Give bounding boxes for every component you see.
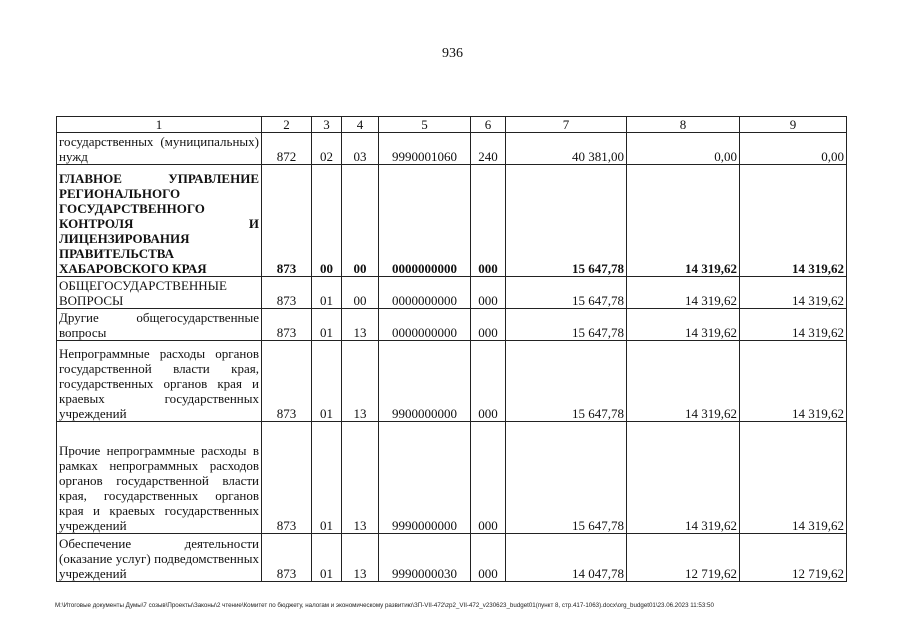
row-name: Обеспечение деятельности (оказание услуг) подведомственных учреждений <box>57 534 262 582</box>
cell-section: 00 <box>312 165 342 277</box>
cell-expense-type: 000 <box>471 165 506 277</box>
cell-expense-type: 240 <box>471 133 506 165</box>
cell-subsection: 13 <box>342 534 379 582</box>
row-name: ОБЩЕГОСУДАРСТВЕННЫЕ ВОПРОСЫ <box>57 277 262 309</box>
table-row <box>57 341 847 422</box>
header-cell: 3 <box>312 117 342 133</box>
header-row <box>57 117 847 133</box>
header-cell: 8 <box>627 117 740 133</box>
cell-amount-8: 14 319,62 <box>627 309 740 341</box>
row-name: ГЛАВНОЕ УПРАВЛЕНИЕ РЕГИОНАЛЬНОГО ГОСУДАРСТВЕННОГО КОНТРОЛЯ И ЛИЦЕНЗИРОВАНИЯ ПРАВИТЕЛЬСТВА ХАБАРОВСКОГО КРАЯ <box>57 165 262 277</box>
cell-expense-type: 000 <box>471 277 506 309</box>
cell-amount-8: 14 319,62 <box>627 165 740 277</box>
header-cell: 9 <box>740 117 847 133</box>
cell-amount-7: 15 647,78 <box>506 165 627 277</box>
cell-amount-9: 14 319,62 <box>740 422 847 534</box>
row-name: Другие общегосударственные вопросы <box>57 309 262 341</box>
cell-section: 01 <box>312 534 342 582</box>
cell-expense-type: 000 <box>471 341 506 422</box>
cell-amount-9: 14 319,62 <box>740 165 847 277</box>
header-cell: 1 <box>57 117 262 133</box>
cell-grbs: 873 <box>262 277 312 309</box>
table-row <box>57 277 847 309</box>
row-name: Непрограммные расходы органов государственной власти края, государственных органов края и краевых государственных учреждений <box>57 341 262 422</box>
cell-amount-7: 15 647,78 <box>506 422 627 534</box>
page-number: 936 <box>442 46 463 61</box>
cell-target-article: 0000000000 <box>379 165 471 277</box>
cell-expense-type: 000 <box>471 309 506 341</box>
cell-target-article: 0000000000 <box>379 277 471 309</box>
cell-amount-7: 15 647,78 <box>506 277 627 309</box>
cell-amount-9: 12 719,62 <box>740 534 847 582</box>
header-cell: 7 <box>506 117 627 133</box>
cell-amount-9: 14 319,62 <box>740 309 847 341</box>
cell-amount-7: 15 647,78 <box>506 309 627 341</box>
cell-amount-8: 14 319,62 <box>627 422 740 534</box>
cell-amount-9: 14 319,62 <box>740 341 847 422</box>
cell-amount-7: 15 647,78 <box>506 341 627 422</box>
cell-subsection: 13 <box>342 309 379 341</box>
cell-grbs: 873 <box>262 422 312 534</box>
cell-subsection: 13 <box>342 422 379 534</box>
cell-target-article: 9990000000 <box>379 422 471 534</box>
cell-target-article: 9900000000 <box>379 341 471 422</box>
cell-section: 01 <box>312 309 342 341</box>
cell-amount-9: 14 319,62 <box>740 277 847 309</box>
budget-table <box>56 116 847 582</box>
cell-target-article: 0000000000 <box>379 309 471 341</box>
cell-amount-8: 12 719,62 <box>627 534 740 582</box>
table-row <box>57 422 847 534</box>
row-name: государственных (муниципальных) нужд <box>57 133 262 165</box>
cell-target-article: 9990001060 <box>379 133 471 165</box>
cell-subsection: 00 <box>342 165 379 277</box>
row-name: Прочие непрограммные расходы в рамках непрограммных расходов органов государственной власти края, государственных органов края и краевых государственных учреждений <box>57 422 262 534</box>
cell-amount-9: 0,00 <box>740 133 847 165</box>
cell-expense-type: 000 <box>471 422 506 534</box>
cell-grbs: 873 <box>262 165 312 277</box>
footer-file-path: M:\Итоговые документы Думы\7 созыв\Проекты\Законы\2 чтение\Комитет по бюджету, налогам и экономическому развитию\ЗП-VII-472\zp2_VII-472_v230623_budget01(пункт 8, стр.417-1063).docx\org_budget01\23.06.2023 11:53:50 <box>55 602 714 609</box>
cell-section: 01 <box>312 341 342 422</box>
header-cell: 5 <box>379 117 471 133</box>
table-row <box>57 165 847 277</box>
cell-amount-8: 0,00 <box>627 133 740 165</box>
header-cell: 6 <box>471 117 506 133</box>
cell-target-article: 9990000030 <box>379 534 471 582</box>
cell-section: 02 <box>312 133 342 165</box>
cell-grbs: 873 <box>262 309 312 341</box>
cell-section: 01 <box>312 277 342 309</box>
cell-subsection: 00 <box>342 277 379 309</box>
cell-amount-7: 40 381,00 <box>506 133 627 165</box>
table-row <box>57 309 847 341</box>
cell-expense-type: 000 <box>471 534 506 582</box>
table-row <box>57 534 847 582</box>
header-cell: 2 <box>262 117 312 133</box>
header-cell: 4 <box>342 117 379 133</box>
cell-subsection: 03 <box>342 133 379 165</box>
cell-grbs: 872 <box>262 133 312 165</box>
cell-grbs: 873 <box>262 534 312 582</box>
table-row <box>57 133 847 165</box>
cell-amount-7: 14 047,78 <box>506 534 627 582</box>
cell-section: 01 <box>312 422 342 534</box>
cell-subsection: 13 <box>342 341 379 422</box>
cell-amount-8: 14 319,62 <box>627 277 740 309</box>
cell-amount-8: 14 319,62 <box>627 341 740 422</box>
cell-grbs: 873 <box>262 341 312 422</box>
